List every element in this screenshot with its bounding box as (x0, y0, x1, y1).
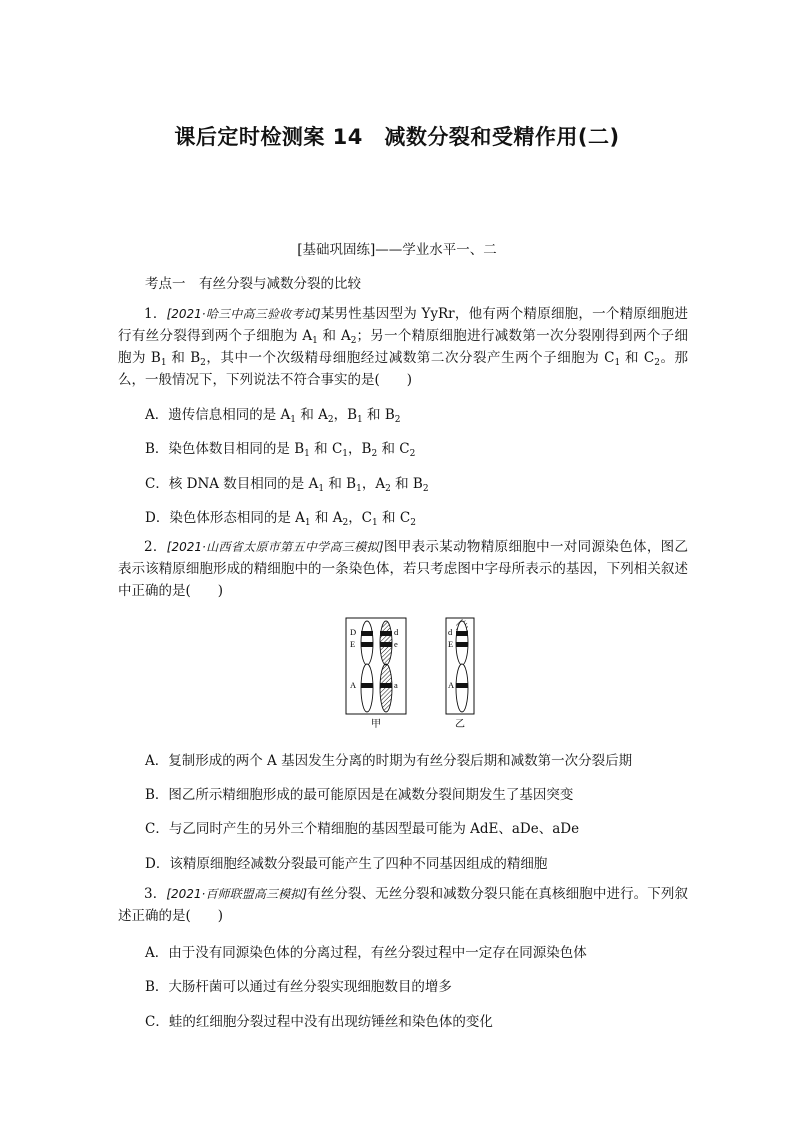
gene-label: D (350, 627, 357, 637)
yi-chromosome (456, 619, 468, 712)
question-1-option-a: A．遗传信息相同的是 $A_1$ 和 $A_2$，$B_1$ 和 $B_2$ (145, 407, 401, 425)
question-2-option-d: D．该精原细胞经减数分裂最可能产生了四种不同基因组成的精细胞 (145, 856, 548, 872)
section-heading: [基础巩固练]——学业水平一、二 (297, 242, 497, 258)
question-3-option-b: B．大肠杆菌可以通过有丝分裂实现细胞数目的增多 (145, 979, 452, 995)
gene-label: A (448, 680, 455, 690)
gene-label: d (448, 627, 453, 637)
figure-yi-label: 乙 (455, 719, 465, 730)
question-3-option-a: A．由于没有同源染色体的分离过程，有丝分裂过程中一定存在同源染色体 (145, 945, 587, 961)
question-number: 3． (144, 886, 167, 902)
question-1-option-d: D．染色体形态相同的是 $A_1$ 和 $A_2$，$C_1$ 和 $C_2$ (145, 510, 416, 528)
question-1-option-c: C．核 DNA 数目相同的是 $A_1$ 和 $B_1$，$A_2$ 和 $B_2$ (145, 476, 429, 494)
question-text: 某男性基因型为 YyRr，他有两个精原细胞，一个精原细胞进行有丝分裂得到两个子细胞为 $A_1$ 和 $A_2$；另一个精原细胞进行减数第一次分裂刚得到两个子细胞为 $B_1$ 和 $B_2$，其中一个次级精母细胞经过减数第二次分裂产生两个子细胞为 $C_1$ 和 $C_2$。那么，一般情况下，下列说法不符合事实的是( ) (118, 306, 689, 388)
question-source: [2021·哈三中高三验收考试] (166, 307, 321, 321)
gene-label: d (394, 627, 399, 637)
question-text: 图甲表示某动物精原细胞中一对同源染色体，图乙表示该精原细胞形成的精细胞中的一条染色体，若只考虑图中字母所表示的基因，下列相关叙述中正确的是( ) (118, 539, 689, 599)
jia-chromosome-right (380, 621, 392, 712)
question-text: 有丝分裂、无丝分裂和减数分裂只能在真核细胞中进行。下列叙述正确的是( ) (118, 886, 689, 924)
chromosome-figure (340, 614, 480, 734)
jia-chromosome-left (361, 621, 373, 712)
question-3-option-c: C．蛙的红细胞分裂过程中没有出现纺锤丝和染色体的变化 (145, 1014, 493, 1030)
figure-jia-label: 甲 (371, 719, 381, 730)
gene-label: E (448, 639, 454, 649)
gene-label: A (350, 680, 357, 690)
gene-label: E (350, 639, 356, 649)
question-2-option-a: A．复制形成的两个 A 基因发生分离的时期为有丝分裂后期和减数第一次分裂后期 (145, 753, 633, 769)
question-source: [2021·山西省太原市第五中学高三模拟] (166, 540, 384, 554)
gene-label: a (394, 680, 398, 690)
topic-heading: 考点一 有丝分裂与减数分裂的比较 (145, 276, 361, 292)
question-3-stem (118, 883, 688, 927)
gene-label: e (394, 639, 398, 649)
question-number: 2． (144, 539, 167, 555)
question-2-option-c: C．与乙同时产生的另外三个精细胞的基因型最可能为 AdE、aDe、aDe (145, 821, 580, 837)
page-title: 课后定时检测案 14 减数分裂和受精作用(二) (174, 125, 620, 149)
question-2-option-b: B．图乙所示精细胞形成的最可能原因是在减数分裂间期发生了基因突变 (145, 787, 574, 803)
question-number: 1． (144, 306, 167, 322)
question-2-stem (118, 536, 688, 602)
question-source: [2021·百师联盟高三模拟] (166, 887, 307, 901)
question-1-option-b: B．染色体数目相同的是 $B_1$ 和 $C_1$，$B_2$ 和 $C_2$ (145, 441, 416, 459)
question-1-stem (118, 303, 688, 391)
